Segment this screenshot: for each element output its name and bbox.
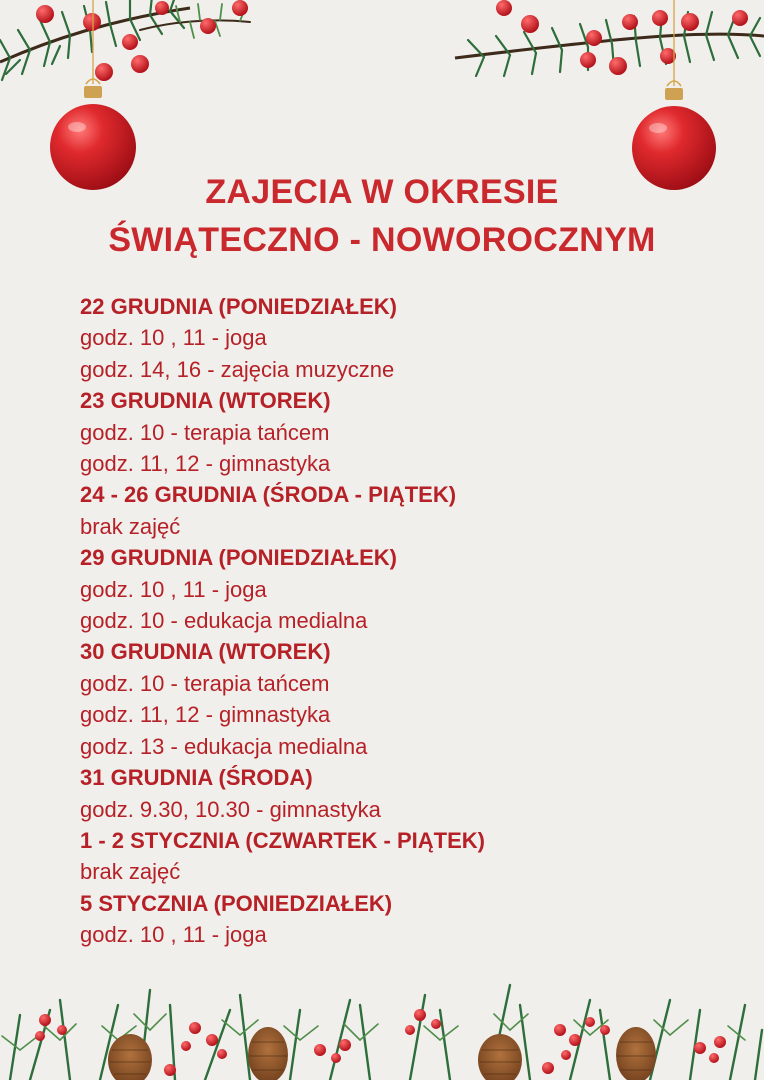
pine-garland-bottom xyxy=(2,985,762,1080)
activity-item: godz. 10 , 11 - joga xyxy=(80,325,267,351)
activity-item: godz. 13 - edukacja medialna xyxy=(80,733,368,759)
activity-item: godz. 9.30, 10.30 - gimnastyka xyxy=(80,796,381,822)
activity-item: godz. 10 - terapia tańcem xyxy=(80,670,330,696)
day-heading: 29 GRUDNIA (PONIEDZIAŁEK) xyxy=(80,545,397,571)
activity-item: godz. 10 , 11 - joga xyxy=(80,576,267,602)
day-heading: 1 - 2 STYCZNIA (CZWARTEK - PIĄTEK) xyxy=(80,827,485,853)
activity-item: godz. 10 - terapia tańcem xyxy=(80,419,330,445)
page-title xyxy=(0,168,764,264)
pine-branch-top-right xyxy=(455,0,764,190)
day-heading: 22 GRUDNIA (PONIEDZIAŁEK) xyxy=(80,294,397,319)
activity-item: brak zajęć xyxy=(80,859,181,885)
activity-item: godz. 11, 12 - gimnastyka xyxy=(80,702,331,728)
pine-branch-top-left xyxy=(0,0,250,190)
day-heading: 31 GRUDNIA (ŚRODA) xyxy=(80,765,313,791)
activity-item: godz. 14, 16 - zajęcia muzyczne xyxy=(80,356,395,382)
schedule-list xyxy=(80,291,720,951)
activity-item: godz. 10 - edukacja medialna xyxy=(80,608,368,634)
activity-item: brak zajęć xyxy=(80,513,181,539)
title-line-2: ŚWIĄTECZNO - NOWOROCZNYM xyxy=(108,221,656,259)
activity-item: godz. 11, 12 - gimnastyka xyxy=(80,451,331,477)
activity-item: godz. 10 , 11 - joga xyxy=(80,922,267,948)
day-heading: 24 - 26 GRUDNIA (ŚRODA - PIĄTEK) xyxy=(80,482,457,508)
day-heading: 5 STYCZNIA (PONIEDZIAŁEK) xyxy=(80,890,393,916)
title-line-1: ZAJECIA W OKRESIE xyxy=(205,173,559,211)
day-heading: 23 GRUDNIA (WTOREK) xyxy=(80,388,331,414)
day-heading: 30 GRUDNIA (WTOREK) xyxy=(80,639,331,665)
